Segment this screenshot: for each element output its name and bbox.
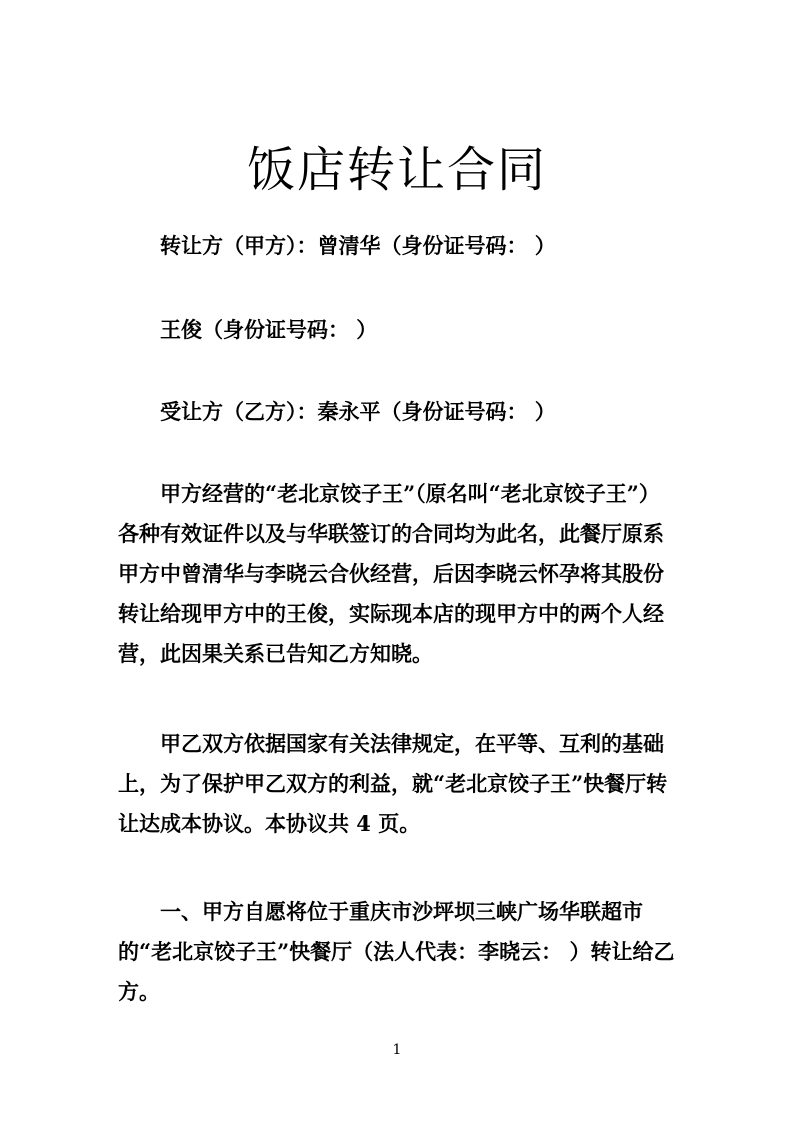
party-a-second-person-line: 王俊（身份证号码： ） [160,317,378,342]
background-paragraph: 甲方经营的“老北京饺子王”（原名叫“老北京饺子王”）各种有效证件以及与华联签订的合同均为此名，此餐厅原系甲方中曾清华与李晓云合伙经营，后因李晓云怀孕将其股份转让给现甲方中的王俊，实际现本店的现甲方中的两个人经营，此因果关系已告知乙方知晓。 [118,481,664,666]
transferee-party-b-line: 受让方（乙方）：秦永平（身份证号码： ） [160,399,556,424]
transferor-party-a-line: 转让方（甲方）：曾清华（身份证号码： ） [160,233,556,258]
document-title: 饭店转让合同 [246,142,547,198]
clause-one-paragraph: 一、甲方自愿将位于重庆市沙坪坝三峡广场华联超市的“老北京饺子王”快餐厅（法人代表：李晓云： ）转让给乙方。 [118,899,675,1004]
page-number: 1 [392,1042,402,1058]
agreement-basis-paragraph: 甲乙双方依据国家有关法律规定，在平等、互利的基础上，为了保护甲乙双方的利益，就“老北京饺子王”快餐厅转让达成本协议。本协议共 4 页。 [118,731,668,836]
